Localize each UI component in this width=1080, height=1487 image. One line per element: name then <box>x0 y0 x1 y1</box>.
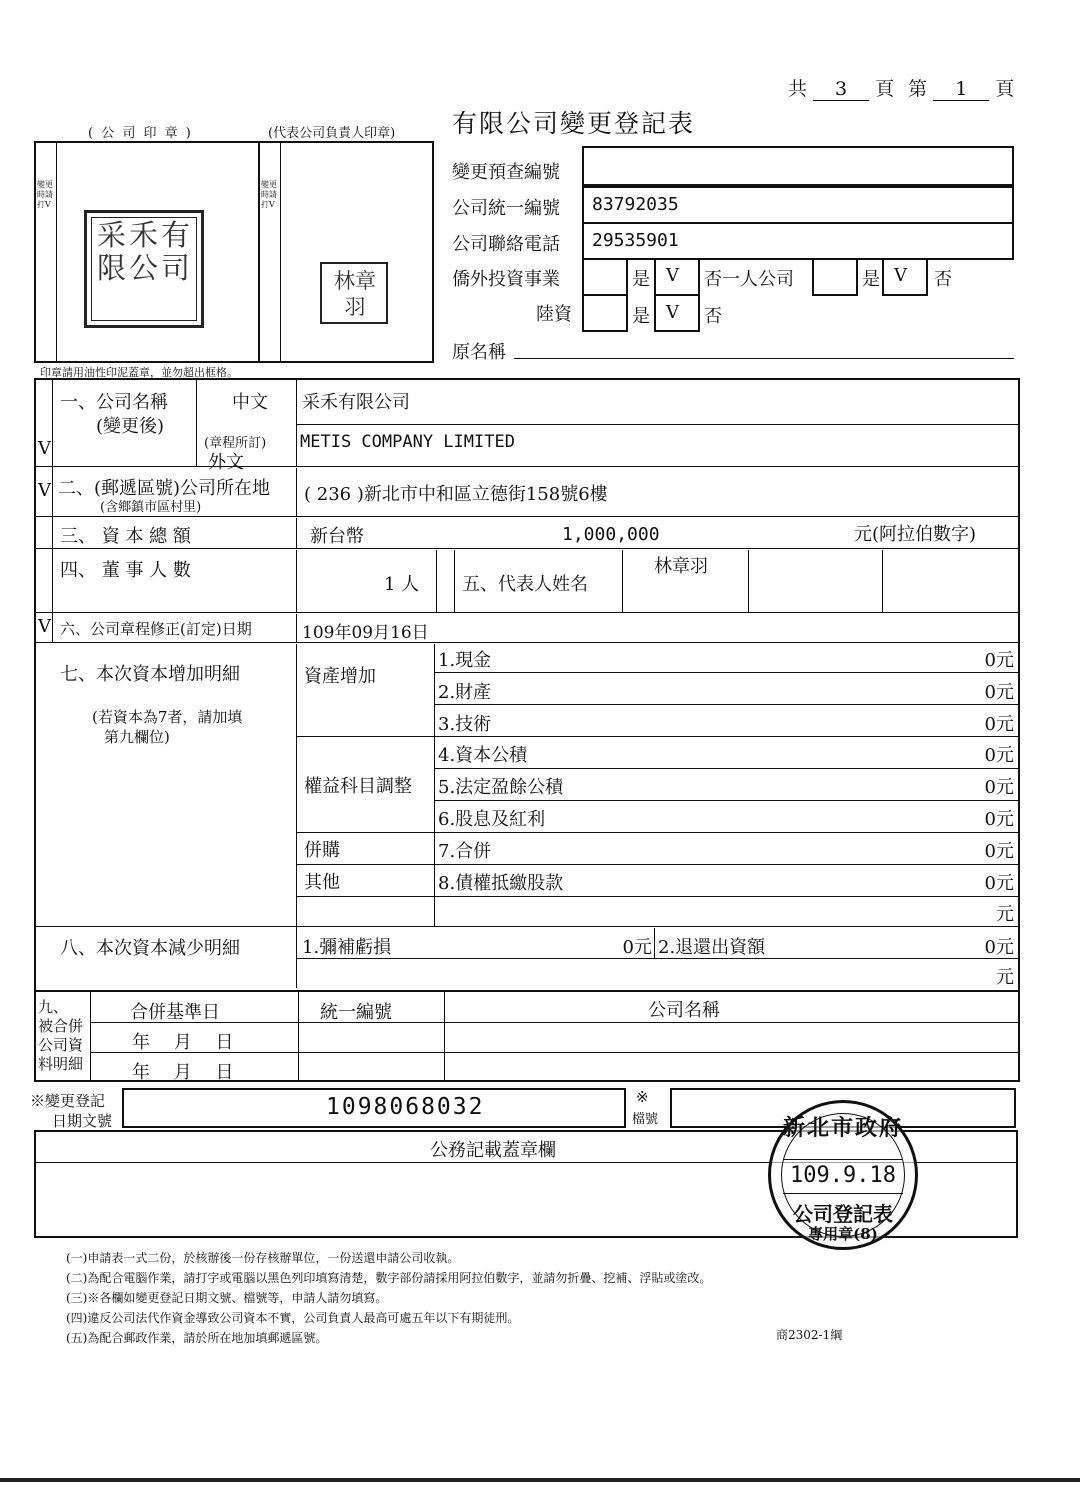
capital-value: 1,000,000 <box>562 524 660 545</box>
original-name-line[interactable] <box>514 358 1014 359</box>
stamp-bottom-text-2: 專用章(8) <box>808 1225 878 1243</box>
increase-value-9: 元 <box>996 904 1014 925</box>
increase-item-2: 2.財產 <box>438 682 492 703</box>
merger-name-label: 公司名稱 <box>648 1000 720 1021</box>
directors-value: 1 人 <box>384 574 420 595</box>
rep-seal-stamp <box>320 262 388 324</box>
capital-label: 三、 資 本 總 額 <box>60 526 191 547</box>
articles-label: 六、公司章程修正(訂定)日期 <box>60 620 252 638</box>
original-name-label: 原名稱 <box>452 342 506 363</box>
articles-change-mark: V <box>38 616 51 637</box>
foreign-no-label: 否 <box>704 269 722 290</box>
pre-check-field[interactable] <box>582 146 1014 186</box>
company-seal-characters: 采禾有限公司 <box>96 218 193 285</box>
current-suffix: 頁 <box>995 78 1015 100</box>
address-sublabel: (含鄉鎮市區村里) <box>100 500 202 515</box>
foreign-investment-label: 僑外投資事業 <box>452 269 560 290</box>
registration-label-2: 日期文號 <box>52 1112 113 1130</box>
increase-value-6: 0元 <box>984 809 1014 830</box>
footnotes <box>66 1248 711 1348</box>
company-name-sublabel: (變更後) <box>96 416 165 437</box>
uniform-no-value: 83792035 <box>592 194 679 215</box>
company-seal-label: ( 公 司 印 章 ) <box>88 126 193 141</box>
merger-date-row-1[interactable]: 年 月 日 <box>132 1032 234 1053</box>
total-pages: 3 <box>813 78 869 101</box>
chinese-name-value: 采禾有限公司 <box>302 392 410 413</box>
mainland-no-label: 否 <box>704 306 722 327</box>
total-prefix: 共 <box>788 78 808 100</box>
increase-item-1: 1.現金 <box>438 650 492 671</box>
rep-seal-side-note: 變更時請打V <box>261 180 277 209</box>
increase-value-3: 0元 <box>984 714 1014 735</box>
one-person-checkbox[interactable] <box>812 258 858 296</box>
mainland-label: 陸資 <box>536 304 572 325</box>
seal-note: 印章請用油性印泥蓋章，並勿超出框格。 <box>40 366 238 379</box>
one-person-label: 一人公司 <box>722 269 794 290</box>
form-code: 商2302-1綱 <box>776 1328 843 1342</box>
capital-increase-label: 七、本次資本增加明細 <box>60 664 240 685</box>
one-person-no-label: 否 <box>934 269 952 290</box>
increase-value-5: 0元 <box>984 777 1014 798</box>
current-prefix: 第 <box>908 78 928 100</box>
increase-item-5: 5.法定盈餘公積 <box>438 777 564 798</box>
phone-value: 29535901 <box>592 230 679 251</box>
directors-label: 四、 董 事 人 數 <box>60 560 191 581</box>
increase-item-6: 6.股息及紅利 <box>438 809 546 830</box>
one-person-yes-label: 是 <box>862 269 880 290</box>
capital-decrease-label: 八、本次資本減少明細 <box>60 938 240 959</box>
merger-label: 九、 被合併 公司資 料明細 <box>38 998 84 1073</box>
decrease-value-2: 0元 <box>984 937 1014 958</box>
government-stamp <box>768 1100 918 1250</box>
current-page: 1 <box>933 78 989 101</box>
uniform-no-label: 公司統一編號 <box>452 198 560 219</box>
decrease-item-1: 1.彌補虧損 <box>302 937 392 958</box>
address-label: 二、(郵遞區號)公司所在地 <box>58 478 271 499</box>
scan-edge <box>0 1478 1080 1482</box>
mainland-checkbox[interactable] <box>582 294 628 332</box>
company-name-label: 一、公司名稱 <box>60 392 168 413</box>
foreign-name-label: (章程所訂) <box>204 436 267 451</box>
footnote-2: (二)為配合電腦作業，請打字或電腦以黑色列印填寫清楚，數字部份請採用阿拉伯數字，並請勿折疊、挖補、浮貼或塗改。 <box>66 1271 712 1285</box>
company-seal-side-note: 變更時請打V <box>37 180 53 209</box>
stamp-date: 109.9.18 <box>790 1163 896 1188</box>
capital-increase-note-2: 第九欄位) <box>104 728 170 746</box>
capital-increase-note-1: (若資本為7者，請加填 <box>92 708 243 726</box>
articles-value: 109年09月16日 <box>302 623 429 643</box>
equity-adjust-label: 權益科目調整 <box>304 776 412 797</box>
asset-increase-label: 資產增加 <box>304 666 376 687</box>
address-value: ( 236 )新北市中和區立德街158號6樓 <box>304 484 608 505</box>
mainland-check-mark: V <box>666 302 679 323</box>
rep-seal-characters: 林章羽 <box>334 269 376 319</box>
foreign-investment-checkbox[interactable] <box>582 258 628 296</box>
increase-item-3: 3.技術 <box>438 714 492 735</box>
mainland-yes-label: 是 <box>632 306 650 327</box>
pre-check-label: 變更預查編號 <box>452 162 560 183</box>
chinese-label: 中文 <box>232 392 268 413</box>
increase-value-1: 0元 <box>984 650 1014 671</box>
file-label-1: ※ <box>636 1088 649 1106</box>
decrease-value-1: 0元 <box>622 937 652 958</box>
registration-value: 1098068032 <box>326 1094 485 1120</box>
stamp-top-text: 新北市政府 <box>782 1115 903 1141</box>
increase-item-7: 7.合併 <box>438 841 492 862</box>
increase-item-8: 8.債權抵繳股款 <box>438 873 564 894</box>
total-suffix: 頁 <box>875 78 895 100</box>
increase-value-7: 0元 <box>984 841 1014 862</box>
increase-value-8: 0元 <box>984 873 1014 894</box>
increase-item-4: 4.資本公積 <box>438 745 528 766</box>
foreign-check-mark: V <box>666 265 679 286</box>
name-change-mark: V <box>38 438 51 459</box>
company-seal-stamp <box>84 210 204 328</box>
page-counter <box>788 74 1014 101</box>
stamp-bottom-text: 公司登記表 <box>793 1202 893 1226</box>
rep-seal-box <box>258 141 434 363</box>
decrease-item-2: 2.退還出資額 <box>658 937 766 958</box>
representative-value: 林章羽 <box>654 556 708 577</box>
increase-value-4: 0元 <box>984 745 1014 766</box>
capital-unit: 元(阿拉伯數字) <box>854 524 977 545</box>
footnote-3: (三)※各欄如變更登記日期文號、檔號等，申請人請勿填寫。 <box>66 1291 388 1305</box>
merge-label: 併購 <box>304 840 340 861</box>
rep-seal-label: (代表公司負責人印章) <box>268 126 396 141</box>
registration-label-1: ※變更登記 <box>30 1092 106 1110</box>
other-label: 其他 <box>304 872 340 893</box>
official-stamp-label: 公務記載蓋章欄 <box>430 1140 556 1161</box>
foreign-name-value: METIS COMPANY LIMITED <box>300 432 515 452</box>
increase-value-2: 0元 <box>984 682 1014 703</box>
merger-uniform-label: 統一編號 <box>320 1002 392 1023</box>
foreign-name-label-2: 外文 <box>208 452 244 473</box>
merger-date-row-2[interactable]: 年 月 日 <box>132 1062 234 1083</box>
footnote-1: (一)申請表一式二份，於核辦後一份存核辦單位，一份送還申請公司收執。 <box>66 1251 460 1265</box>
decrease-blank-unit: 元 <box>996 967 1014 988</box>
footnote-4: (四)違反公司法代作資金導致公司資本不實，公司負責人最高可處五年以下有期徒刑。 <box>66 1311 520 1325</box>
representative-label: 五、代表人姓名 <box>462 574 588 595</box>
one-person-check-mark: V <box>894 265 907 286</box>
phone-label: 公司聯絡電話 <box>452 234 560 255</box>
footnote-5: (五)為配合郵政作業，請於所在地加填郵遞區號。 <box>66 1331 328 1345</box>
address-change-mark: V <box>38 480 51 501</box>
capital-currency: 新台幣 <box>310 526 364 547</box>
foreign-yes-label: 是 <box>632 269 650 290</box>
form-title: 有限公司變更登記表 <box>452 109 696 138</box>
file-label-2: 檔號 <box>632 1112 659 1127</box>
merger-date-label: 合併基準日 <box>130 1002 220 1023</box>
